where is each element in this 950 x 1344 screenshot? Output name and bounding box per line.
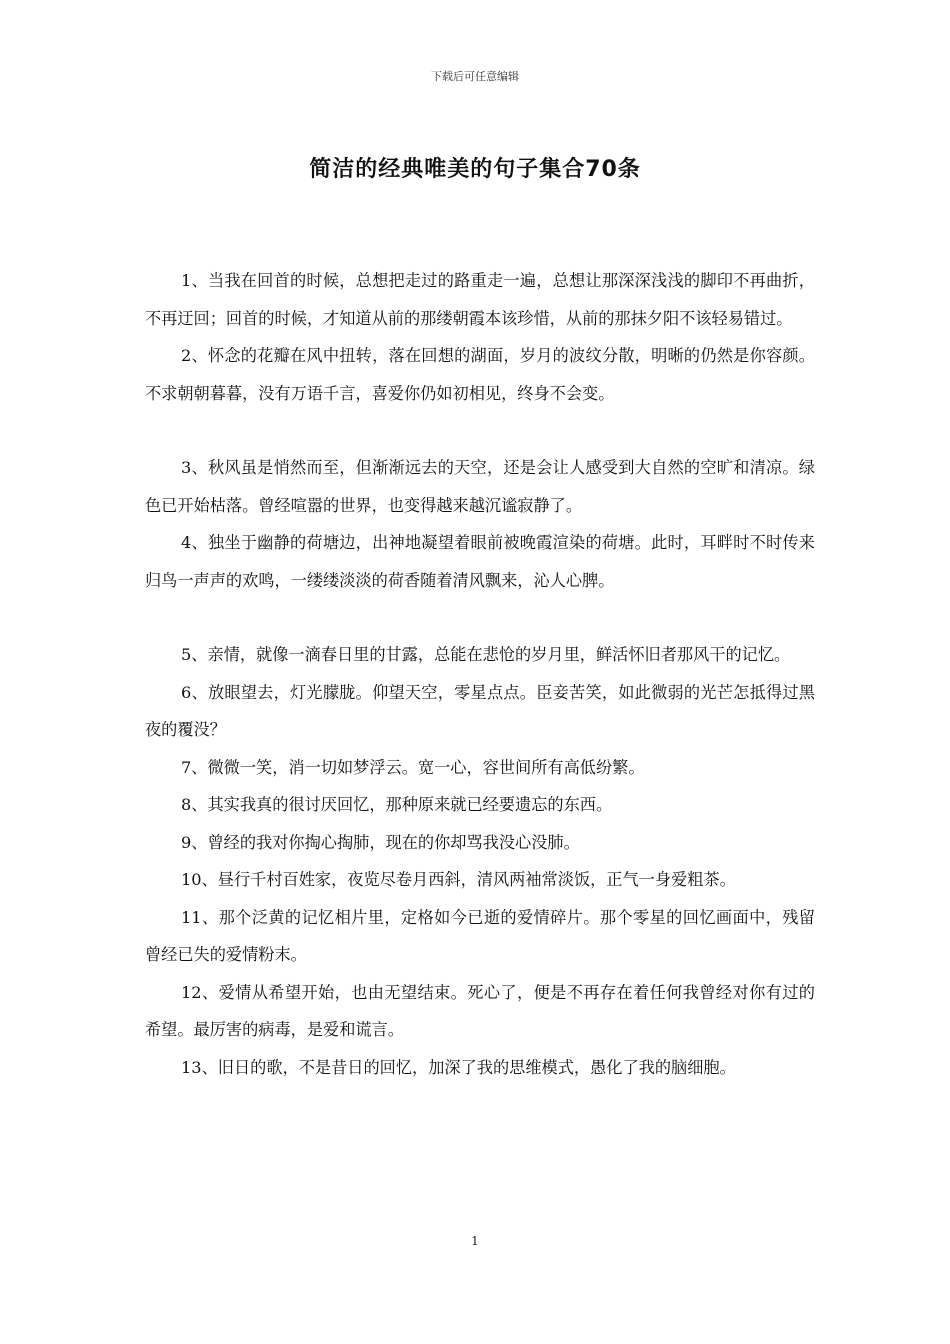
paragraph-6: 6、放眼望去，灯光朦胧。仰望天空，零星点点。臣妾苦笑，如此微弱的光芒怎抵得过黑夜的覆没？ [145,682,815,739]
paragraph-1: 1、当我在回首的时候，总想把走过的路重走一遍，总想让那深深浅浅的脚印不再曲折，不再迂回；回首的时候，才知道从前的那缕朝霞本该珍惜，从前的那抹夕阳不该轻易错过。 [145,271,815,328]
paragraph-4: 4、独坐于幽静的荷塘边，出神地凝望着眼前被晚霞渲染的荷塘。此时，耳畔时不时传来归鸟一声声的欢鸣，一缕缕淡淡的荷香随着清风飘来，沁人心脾。 [145,533,815,590]
paragraph-8: 8、其实我真的很讨厌回忆，那种原来就已经要遗忘的东西。 [181,795,613,814]
paragraph-3: 3、秋风虽是悄然而至，但渐渐远去的天空，还是会让人感受到大自然的空旷和清凉。绿色已开始枯落。曾经喧嚣的世界，也变得越来越沉谧寂静了。 [145,458,815,515]
paragraph-13: 13、旧日的歌，不是昔日的回忆，加深了我的思维模式，愚化了我的脑细胞。 [181,1057,736,1077]
paragraph-12: 12、爱情从希望开始，也由无望结束。死心了，便是不再存在着任何我曾经对你有过的希望。最厉害的病毒，是爱和谎言。 [145,982,815,1039]
page-number: 1 [471,1234,479,1248]
document-body [145,262,815,1086]
paragraph-9: 9、曾经的我对你掏心掏肺，现在的你却骂我没心没肺。 [181,832,580,852]
paragraph-7: 7、微微一笑，消一切如梦浮云。宽一心，容世间所有高低纷繁。 [181,757,645,777]
paragraph-11: 11、那个泛黄的记忆相片里，定格如今已逝的爱情碎片。那个零星的回忆画面中，残留曾经已失的爱情粉末。 [145,907,815,964]
document-title: 简洁的经典唯美的句子集合70条 [309,157,641,182]
page-header: 下载后可任意编辑 [431,70,519,83]
paragraph-10: 10、昼行千村百姓家，夜览尽卷月西斜，清风两袖常淡饭，正气一身爱粗茶。 [181,870,736,889]
paragraph-2: 2、怀念的花瓣在风中扭转，落在回想的湖面，岁月的波纹分散，明晰的仍然是你容颜。不求朝朝暮暮，没有万语千言，喜爱你仍如初相见，终身不会变。 [145,346,815,403]
paragraph-5: 5、亲情，就像一滴春日里的甘露，总能在悲怆的岁月里，鲜活怀旧者那风干的记忆。 [181,645,791,664]
